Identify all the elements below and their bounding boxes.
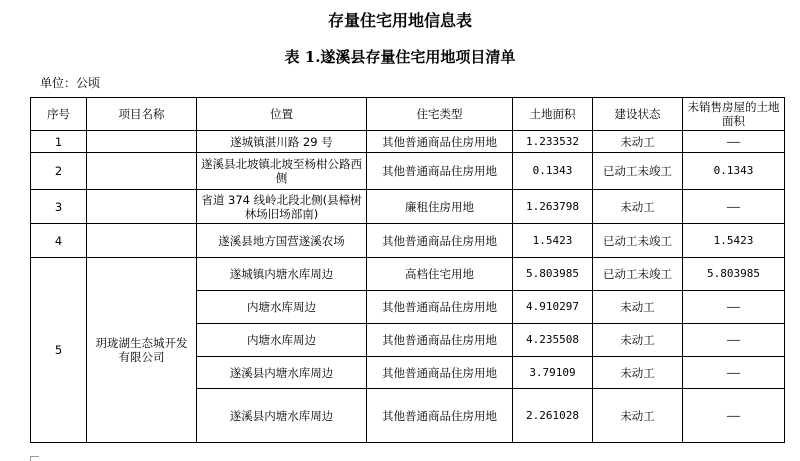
land-area: 1.263798	[513, 190, 593, 224]
project-name	[87, 153, 197, 190]
construction-status: 未动工	[593, 190, 683, 224]
header-cell: 序号	[31, 98, 87, 131]
table-caption: 表 1.遂溪县存量住宅用地项目清单	[284, 48, 516, 66]
header-cell: 项目名称	[87, 98, 197, 131]
unsold-area: ——	[683, 291, 785, 324]
page-title: 存量住宅用地信息表	[327, 11, 472, 30]
location: 遂溪县内塘水库周边	[197, 357, 367, 389]
land-area: 2.261028	[513, 389, 593, 443]
row-number: 4	[31, 224, 87, 258]
page-corner-mark	[30, 456, 39, 461]
row-number: 1	[31, 131, 87, 153]
header-cell: 建设状态	[593, 98, 683, 131]
housing-type: 其他普通商品住房用地	[367, 131, 513, 153]
unsold-area: ——	[683, 389, 785, 443]
land-area: 1.233532	[513, 131, 593, 153]
construction-status: 已动工未竣工	[593, 153, 683, 190]
construction-status: 未动工	[593, 357, 683, 389]
location: 遂溪县地方国营遂溪农场	[197, 224, 367, 258]
location: 遂溪县北坡镇北坡至杨柑公路西侧	[197, 153, 367, 190]
land-area: 0.1343	[513, 153, 593, 190]
project-name	[87, 131, 197, 153]
table-row	[31, 224, 785, 258]
unsold-area: ——	[683, 131, 785, 153]
construction-status: 未动工	[593, 324, 683, 357]
housing-type: 廉租住房用地	[367, 190, 513, 224]
header-cell: 位置	[197, 98, 367, 131]
land-table	[30, 97, 785, 443]
unsold-area: ——	[683, 357, 785, 389]
unsold-area: ——	[683, 190, 785, 224]
housing-type: 其他普通商品住房用地	[367, 224, 513, 258]
construction-status: 已动工未竣工	[593, 224, 683, 258]
row-number: 3	[31, 190, 87, 224]
project-name: 玥珑湖生态城开发有限公司	[87, 258, 197, 443]
construction-status: 未动工	[593, 131, 683, 153]
location: 遂城镇内塘水库周边	[197, 258, 367, 291]
construction-status: 已动工未竣工	[593, 258, 683, 291]
table-header-row	[31, 98, 785, 131]
housing-type: 其他普通商品住房用地	[367, 357, 513, 389]
header-cell: 未销售房屋的土地面积	[683, 98, 785, 131]
housing-type: 其他普通商品住房用地	[367, 153, 513, 190]
location: 遂溪县内塘水库周边	[197, 389, 367, 443]
housing-type: 其他普通商品住房用地	[367, 291, 513, 324]
table-row	[31, 190, 785, 224]
location: 内塘水库周边	[197, 291, 367, 324]
housing-type: 高档住宅用地	[367, 258, 513, 291]
construction-status: 未动工	[593, 389, 683, 443]
row-number: 2	[31, 153, 87, 190]
land-area: 1.5423	[513, 224, 593, 258]
table-row	[31, 131, 785, 153]
unsold-area: 1.5423	[683, 224, 785, 258]
header-cell: 土地面积	[513, 98, 593, 131]
unsold-area: ——	[683, 324, 785, 357]
unsold-area: 0.1343	[683, 153, 785, 190]
row-number: 5	[31, 258, 87, 443]
construction-status: 未动工	[593, 291, 683, 324]
land-area: 3.79109	[513, 357, 593, 389]
land-area: 4.235508	[513, 324, 593, 357]
table-row	[31, 153, 785, 190]
land-area: 5.803985	[513, 258, 593, 291]
header-cell: 住宅类型	[367, 98, 513, 131]
unsold-area: 5.803985	[683, 258, 785, 291]
location: 内塘水库周边	[197, 324, 367, 357]
location: 遂城镇湛川路 29 号	[197, 131, 367, 153]
project-name	[87, 224, 197, 258]
project-name	[87, 190, 197, 224]
housing-type: 其他普通商品住房用地	[367, 389, 513, 443]
location: 省道 374 线岭北段北侧(县樟树林场旧场部南)	[197, 190, 367, 224]
housing-type: 其他普通商品住房用地	[367, 324, 513, 357]
land-area: 4.910297	[513, 291, 593, 324]
table-row	[31, 258, 785, 291]
unit-label: 单位：公顷	[40, 76, 101, 90]
